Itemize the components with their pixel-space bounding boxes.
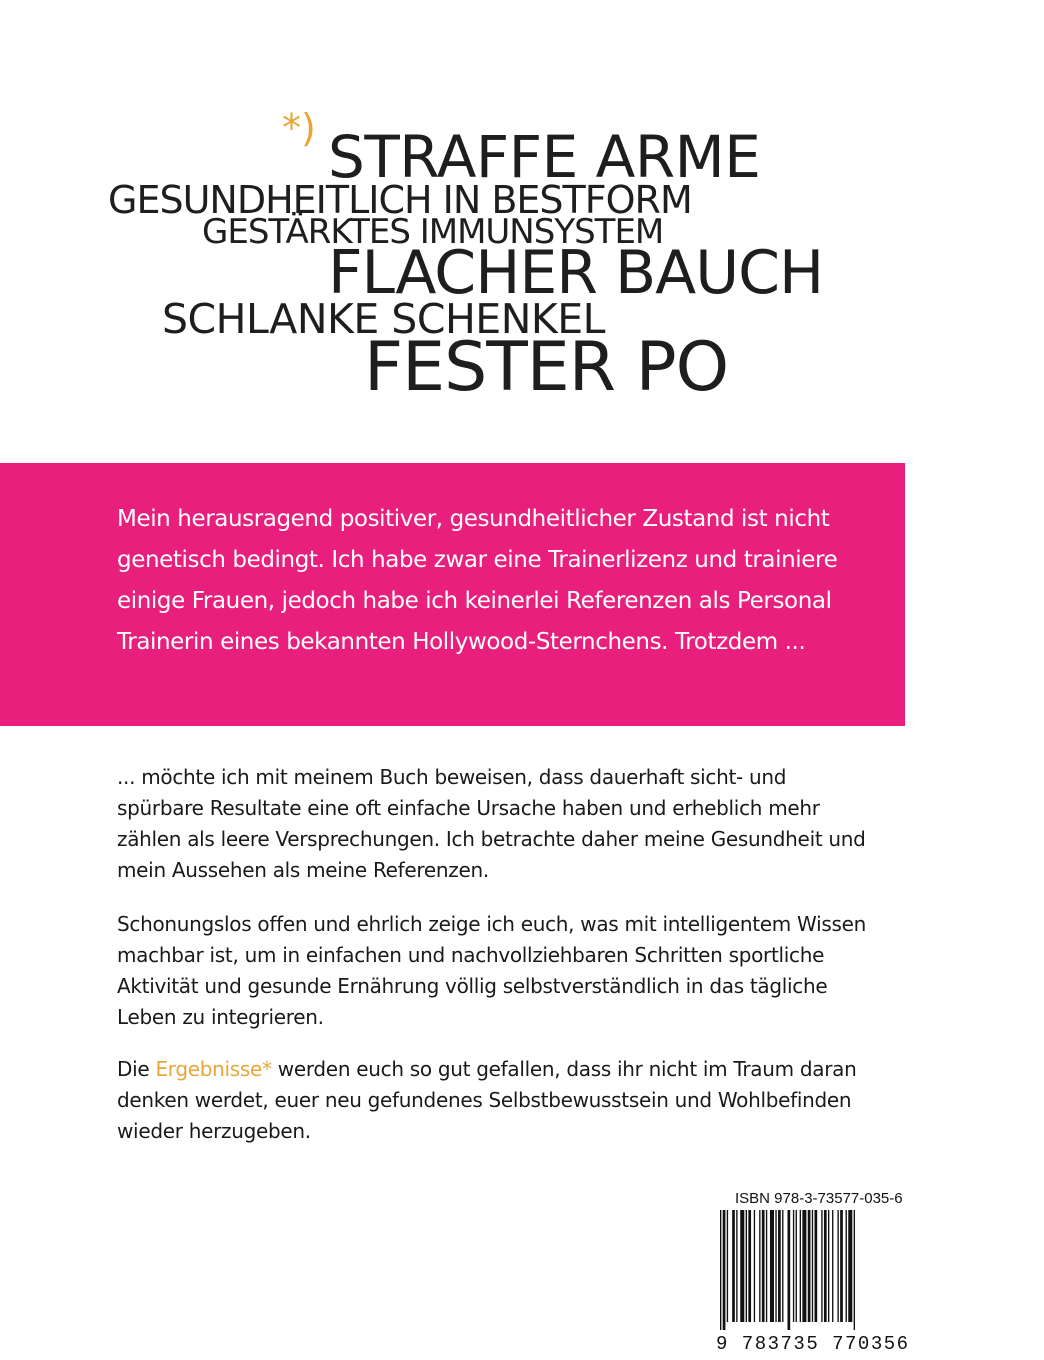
barcode-bar	[800, 1210, 801, 1322]
asterisk-marker: *)	[282, 106, 316, 150]
body-paragraph-1: ... möchte ich mit meinem Buch beweisen, dass dauerhaft sicht- und spürbare Resultate eine oft einfache Ursache haben und erheblich mehr zählen als leere Versprechungen. Ich betrachte daher meine Gesundheit und mein Aussehen als meine Referenzen.	[117, 765, 866, 882]
barcode-bar	[802, 1210, 806, 1322]
barcode-bar	[736, 1210, 737, 1322]
barcode-bar	[828, 1210, 829, 1322]
barcode-bar	[748, 1210, 751, 1322]
body-paragraph-3	[117, 1054, 877, 1147]
barcode-bar	[846, 1210, 847, 1322]
barcode-bar	[808, 1210, 811, 1322]
barcode-digits: 9 783735 770356	[716, 1333, 910, 1355]
barcode-bar	[754, 1210, 755, 1322]
barcode-bar	[720, 1210, 721, 1330]
barcode-bar	[746, 1210, 747, 1322]
barcode-bar	[832, 1210, 833, 1322]
body-paragraph-2: Schonungslos offen und ehrlich zeige ich euch, was mit intelligentem Wissen machbar ist, um in einfachen und nachvollziehbaren Schritten sportliche Aktivität und gesunde Ernährung völlig selbstverständlich in das tägliche Leben zu integrieren.	[117, 912, 866, 1029]
barcode-bar	[762, 1210, 765, 1322]
barcode-bar	[778, 1210, 781, 1322]
pink-intro-box	[0, 463, 905, 726]
barcode-bar	[723, 1210, 726, 1330]
barcode-bar	[837, 1210, 838, 1322]
barcode-bar	[848, 1210, 852, 1322]
headline-gesundheitlich: GESUNDHEITLICH IN BESTFORM	[108, 178, 692, 222]
barcode-bar	[796, 1210, 797, 1322]
barcode-bar	[793, 1210, 794, 1322]
headline-fester-po: FESTER PO	[364, 328, 729, 407]
ergebnisse-highlight: Ergebnisse*	[155, 1057, 272, 1081]
headline-flacher-bauch: FLACHER BAUCH	[328, 238, 824, 308]
barcode-bar	[766, 1210, 767, 1322]
headline-immunsystem: GESTÄRKTES IMMUNSYSTEM	[202, 212, 664, 252]
barcode-bar	[815, 1210, 818, 1322]
barcode-bar	[812, 1210, 813, 1322]
paragraph-3-end: werden euch so gut gefallen, dass ihr nicht im Traum daran denken werdet, euer neu gefundenes Selbstbewusstsein und Wohlbefinden wieder herzugeben.	[117, 1057, 857, 1143]
barcode-bar	[740, 1210, 744, 1322]
headline-schlanke-schenkel: SCHLANKE SCHENKEL	[162, 295, 606, 343]
barcode-bar	[775, 1210, 776, 1322]
barcode-bar	[727, 1210, 728, 1322]
barcode-bar	[854, 1210, 855, 1330]
barcode-bar	[788, 1210, 791, 1330]
barcode-bar	[821, 1210, 822, 1322]
barcode-bar	[782, 1210, 783, 1322]
barcode-bar	[840, 1210, 843, 1322]
paragraph-3-start: Die	[117, 1057, 150, 1081]
barcode-bar	[732, 1210, 735, 1322]
intro-text: Mein herausragend positiver, gesundheitlicher Zustand ist nicht genetisch bedingt. Ich habe zwar eine Trainerlizenz und trainiere einige Frauen, jedoch habe ich keinerlei Referenzen als Personal Trainerin eines bekannten Hollywood-Sternchens. Trotzdem ...	[117, 506, 838, 655]
barcode-bar	[824, 1210, 827, 1322]
barcode-bar	[759, 1210, 760, 1322]
barcode-icon	[720, 1210, 898, 1330]
barcode-bar	[770, 1210, 774, 1322]
headline-straffe-arme: STRAFFE ARME	[328, 123, 761, 191]
isbn-label: ISBN 978-3-73577-035-6	[735, 1190, 903, 1207]
